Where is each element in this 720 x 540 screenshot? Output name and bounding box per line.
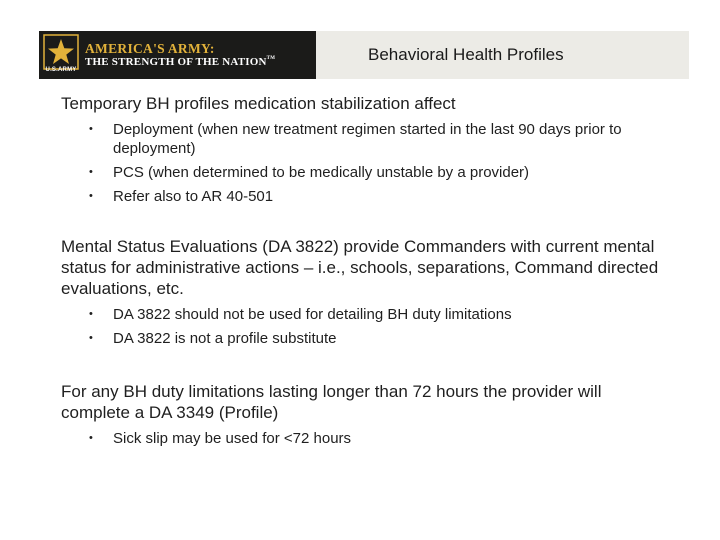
bullet-dot: • (89, 432, 93, 444)
trademark-mark: TM (266, 56, 276, 61)
bullet-text: DA 3822 should not be used for detailing BH duty limitations (113, 306, 512, 323)
logo-slogan-line2 (85, 56, 275, 68)
spacer (61, 353, 671, 381)
slide-body (61, 93, 671, 453)
bullet-item (89, 305, 671, 324)
logo-slogan-line2-text: THE STRENGTH OF THE NATION (85, 56, 267, 68)
bullet-item (89, 187, 671, 206)
logo-slogan-line1: AMERICA'S ARMY: (85, 41, 215, 56)
bullet-text: Sick slip may be used for <72 hours (113, 430, 352, 447)
bullet-text: Refer also to AR 40-501 (113, 188, 274, 205)
bullet-item (89, 429, 671, 448)
bullet-dot: • (89, 308, 93, 320)
bullet-text: DA 3822 is not a profile substitute (113, 330, 337, 347)
us-army-badge-text: U.S.ARMY (45, 67, 77, 73)
bullet-dot: • (89, 166, 93, 178)
bullet-text: PCS (when determined to be medically unstable by a provider) (113, 164, 530, 181)
section-1-bullets (61, 120, 671, 206)
section-3-heading: For any BH duty limitations lasting longer than 72 hours the provider will complete a DA 3349 (Profile) (61, 382, 602, 422)
bullet-item (89, 120, 671, 158)
spacer (61, 211, 671, 236)
slide-header (39, 31, 689, 79)
bullet-text: Deployment (when new treatment regimen started in the last 90 days prior to deployment) (113, 121, 622, 157)
section-2-bullets (61, 305, 671, 348)
section-2-heading: Mental Status Evaluations (DA 3822) provide Commanders with current mental status for administrative actions – i.e., schools, separations, Command directed evaluations, etc. (61, 237, 659, 298)
bullet-dot: • (89, 123, 93, 135)
section-1-heading: Temporary BH profiles medication stabilization affect (61, 94, 456, 113)
bullet-item (89, 163, 671, 182)
slide-title: Behavioral Health Profiles (368, 45, 564, 64)
army-logo (39, 31, 316, 79)
section-3-bullets (61, 429, 671, 448)
bullet-dot: • (89, 190, 93, 202)
bullet-item (89, 329, 671, 348)
bullet-dot: • (89, 332, 93, 344)
